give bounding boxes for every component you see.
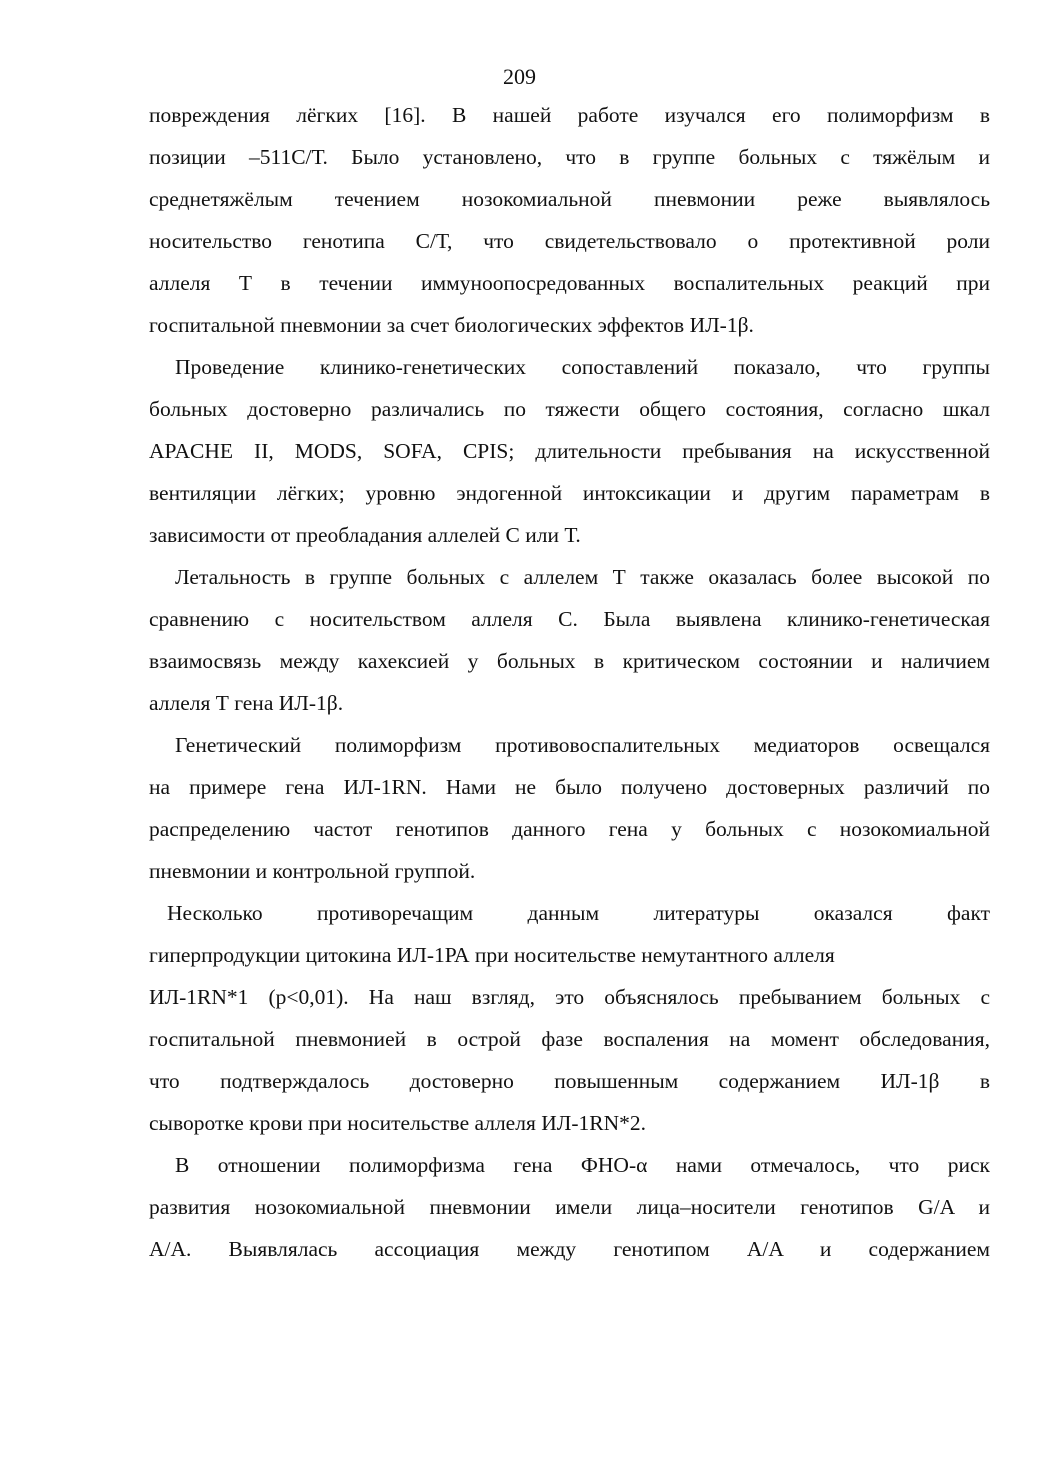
text-line: носительство генотипа С/Т, что свидетельствовало о протективной роли xyxy=(149,229,990,253)
text-line: APACHE II, MODS, SOFA, CPIS; длительности пребывания на искусственной xyxy=(149,439,990,463)
text-line: что подтверждалось достоверно повышенным содержанием ИЛ-1β в xyxy=(149,1069,990,1093)
text-line: аллеля Т в течении иммуноопосредованных воспалительных реакций при xyxy=(149,271,990,295)
text-line: на примере гена ИЛ-1RN. Нами не было получено достоверных различий по xyxy=(149,775,990,799)
page-number: 209 xyxy=(503,64,536,89)
paragraph-first-line: В отношении полиморфизма гена ФНО-α нами отмечалось, что риск xyxy=(175,1153,990,1177)
paragraph-first-line: Несколько противоречащим данным литературы оказался факт xyxy=(167,901,990,925)
text-line: взаимосвязь между кахексией у больных в критическом состоянии и наличием xyxy=(149,649,990,673)
text-line: гиперпродукции цитокина ИЛ-1РА при носительстве немутантного аллеля xyxy=(149,943,835,967)
text-line: госпитальной пневмонией в острой фазе воспаления на момент обследования, xyxy=(149,1027,990,1051)
paragraph-first-line: Генетический полиморфизм противовоспалительных медиаторов освещался xyxy=(175,733,990,757)
text-line: распределению частот генотипов данного гена у больных с нозокомиальной xyxy=(149,817,990,841)
text-line: ИЛ-1RN*1 (р<0,01). На наш взгляд, это объяснялось пребыванием больных с xyxy=(149,985,990,1009)
text-line: аллеля Т гена ИЛ-1β. xyxy=(149,691,344,715)
text-line: повреждения лёгких [16]. В нашей работе изучался его полиморфизм в xyxy=(149,103,990,127)
text-line: зависимости от преобладания аллелей С или Т. xyxy=(149,523,581,547)
text-line: позиции –511С/Т. Было установлено, что в группе больных с тяжёлым и xyxy=(149,145,990,169)
text-line: больных достоверно различались по тяжести общего состояния, согласно шкал xyxy=(149,397,990,421)
text-line: сравнению с носительством аллеля С. Была выявлена клинико-генетическая xyxy=(149,607,990,631)
paragraph-first-line: Летальность в группе больных с аллелем Т также оказалась более высокой по xyxy=(175,565,990,589)
text-line: госпитальной пневмонии за счет биологических эффектов ИЛ-1β. xyxy=(149,313,754,337)
text-line: сыворотке крови при носительстве аллеля ИЛ-1RN*2. xyxy=(149,1111,646,1135)
body-text xyxy=(149,94,990,1270)
paragraph-first-line: Проведение клинико-генетических сопоставлений показало, что группы xyxy=(175,355,990,379)
text-line: A/A. Выявлялась ассоциация между генотипом A/A и содержанием xyxy=(149,1237,990,1261)
text-line: среднетяжёлым течением нозокомиальной пневмонии реже выявлялось xyxy=(149,187,990,211)
text-line: вентиляции лёгких; уровню эндогенной интоксикации и другим параметрам в xyxy=(149,481,990,505)
text-line: развития нозокомиальной пневмонии имели лица–носители генотипов G/A и xyxy=(149,1195,990,1219)
text-line: пневмонии и контрольной группой. xyxy=(149,859,476,883)
